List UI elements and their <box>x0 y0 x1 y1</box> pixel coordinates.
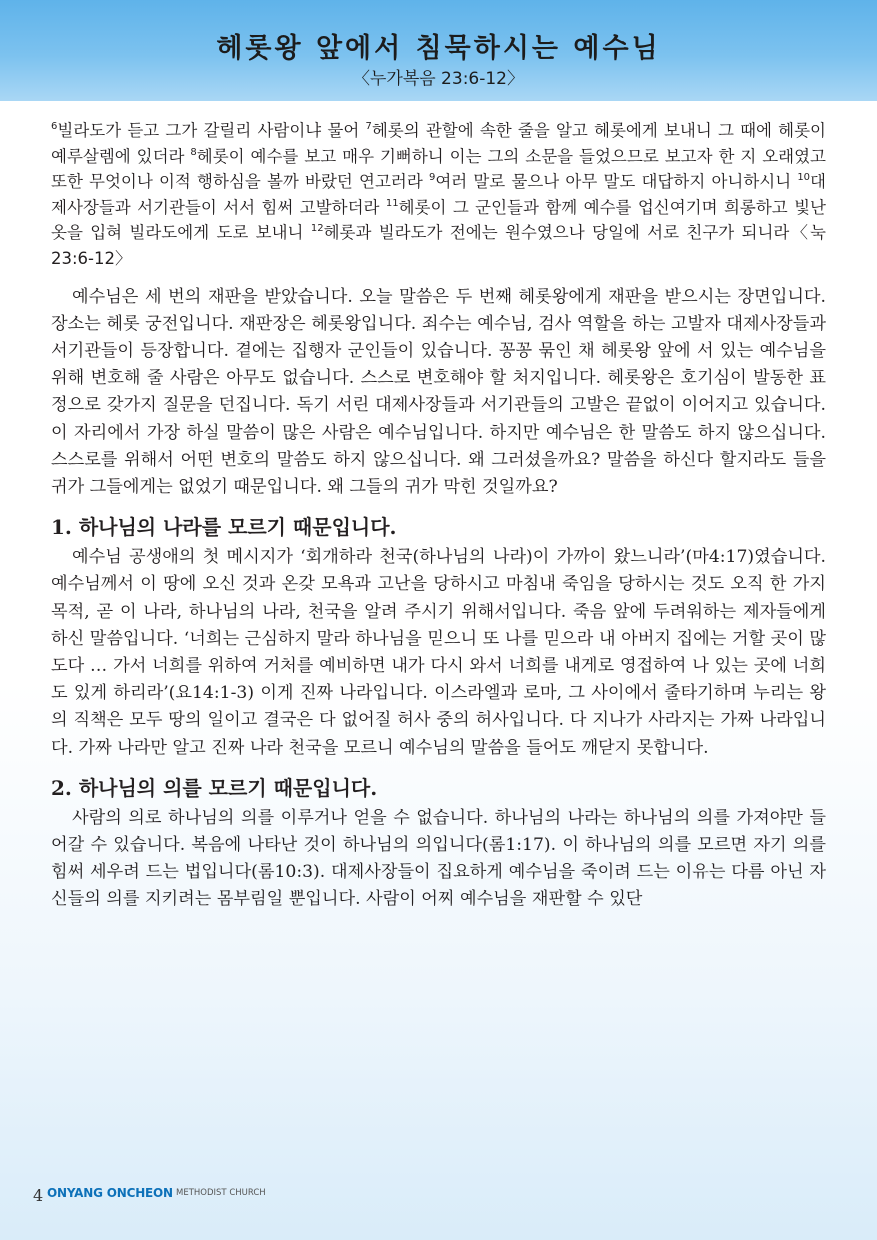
verse-number: 11 <box>385 197 399 209</box>
section-heading-1: 1. 하나님의 나라를 모르기 때문입니다. <box>51 515 397 540</box>
verse-number: 9 <box>428 172 436 184</box>
verse-text: 헤롯이 그 군인들과 함께 예수를 업신여기며 희롱하고 빛난 옷을 입혀 빌라도에게 도로 보내니 <box>51 197 826 243</box>
section-1-paragraph: 예수님 공생애의 첫 메시지가 ‘회개하라 천국(하나님의 나라)이 가까이 왔느니라’(마4:17)였습니다. 예수님께서 이 땅에 오신 것과 온갖 모욕과 고난을 당하시고 마침내 죽임을 당하시는 것도 오직 한 가지 목적, 곧 이 나라, 하나님의 나라, 천국을 알려 주시기 위해서입니다. 죽음 앞에 두려워하는 제자들에게 하신 말씀입니다. ‘너희는 근심하지 말라 하나님을 믿으니 또 나를 믿으라 내 아버지 집에는 거할 곳이 많도다 … 가서 너희를 위하여 거처를 예비하면 내가 다시 와서 너희를 내게로 영접하여 나 있는 곳에 너희도 있게 하리라’(요14:1-3) 이게 진짜 나라입니다. 이스라엘과 로마, 그 사이에서 줄타기하며 누리는 왕의 직책은 모두 땅의 일이고 결국은 다 없어질 허사 중의 허사입니다. 다 지나가 사라지는 가짜 나라입니다. 가짜 나라만 알고 진짜 나라 천국을 모르니 예수님의 말씀을 들어도 깨닫지 못합니다. <box>51 547 826 758</box>
verse-number: 7 <box>365 121 372 132</box>
verse-text: 헤롯과 빌라도가 전에는 원수였으나 당일에 서로 친구가 되니라〈눅23:6-12〉 <box>51 223 826 268</box>
section-2-paragraph: 사람의 의로 하나님의 의를 이루거나 얻을 수 없습니다. 하나님의 나라는 하나님의 의를 가져야만 들어갈 수 있습니다. 복음에 나타난 것이 하나님의 의입니다(롬1:17). 이 하나님의 의를 모르면 자기 의를 힘써 세우려 드는 법입니다(롬10:3). 대제사장들이 집요하게 예수님을 죽이려 드는 이유는 다름 아닌 자신들의 의를 지키려는 몸부림일 뿐입니다. 사람이 어찌 예수님을 재판할 수 있단 <box>51 807 826 910</box>
verse <box>51 121 365 140</box>
verse-text: 빌라도가 듣고 그가 갈릴리 사람이냐 물어 <box>57 121 366 140</box>
article-body <box>51 118 826 914</box>
intro-paragraph: 예수님은 세 번의 재판을 받았습니다. 오늘 말씀은 두 번째 헤롯왕에게 재판을 받으시는 장면입니다. 장소는 헤롯 궁전입니다. 재판장은 헤롯왕입니다. 죄수는 예수님, 검사 역할을 하는 고발자 대제사장들과 서기관들이 등장합니다. 곁에는 집행자 군인들이 있습니다. 꽁꽁 묶인 채 헤롯왕 앞에 서 있는 예수님을 위해 변호해 줄 사람은 아무도 없습니다. 스스로 변호해야 할 처지입니다. 헤롯왕은 호기심이 발동한 표정으로 갖가지 질문을 던집니다. 독기 서린 대제사장들과 서기관들의 고발은 끝없이 이어지고 있습니다. 이 자리에서 가장 하실 말씀이 많은 사람은 예수님입니다. 하지만 예수님은 한 말씀도 하지 않으십니다. 스스로를 위해서 어떤 변호의 말씀도 하지 않으십니다. 왜 그러셨을까요? 말씀을 하신다 할지라도 들을 귀가 그들에게는 없었기 때문입니다. 왜 그들의 귀가 막힌 것일까요? <box>51 286 826 497</box>
verse-text: 여러 말로 물으나 아무 말도 대답하지 아니하시니 <box>435 172 798 192</box>
verse <box>429 172 797 191</box>
verse-text: 헤롯이 예수를 보고 매우 기뻐하니 이는 그의 소문을 들었으므로 보고자 한 지 오래였고 또한 무엇이나 이적 행하심을 볼까 바랐던 연고러라 <box>51 146 826 192</box>
verse-number: 12 <box>310 223 324 235</box>
verse-number: 6 <box>51 121 58 132</box>
verse-text: 대제사장들과 서기관들이 서서 힘써 고발하더라 <box>51 172 826 217</box>
page-title: 헤롯왕 앞에서 침묵하시는 예수님 <box>216 33 661 64</box>
verse-number: 8 <box>190 146 197 158</box>
church-logo-name: ONYANG ONCHEON <box>47 1186 173 1200</box>
page-header <box>0 0 877 101</box>
page-number: 4 <box>33 1186 44 1205</box>
section-heading-2: 2. 하나님의 의를 모르기 때문입니다. <box>51 775 378 800</box>
church-logo-subtitle: METHODIST CHURCH <box>176 1188 266 1198</box>
scripture-passage <box>51 118 826 272</box>
scripture-reference: 〈누가복음 23:6-12〉 <box>352 69 525 89</box>
verse-text: 헤롯의 관할에 속한 줄을 알고 헤롯에게 보내니 그 때에 헤롯이 예루살렘에 있더라 <box>51 121 826 166</box>
verse-number: 10 <box>797 172 811 184</box>
